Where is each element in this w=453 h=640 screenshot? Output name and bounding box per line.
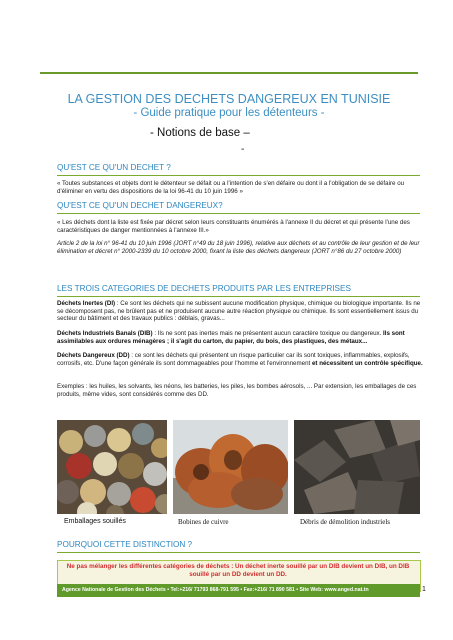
definition-dechet-dangereux: « Les déchets dont la liste est fixée par décret selon leurs constituants énumérés à l'annexe II du décret et qui présente l'une des caractéristiques de danger mentionnées à l'annexe III.» (57, 219, 410, 234)
definition-dechet: « Toutes substances et objets dont le détenteur se défait ou a l'intention de s'en défaire ou dont il a l'obligation de se défaire ou d'éliminer en vertu des dispositions de la loi 96-41 du 10 juin 1996 » (57, 180, 405, 195)
photo-caption-2: Bobines de cuivre (178, 518, 229, 526)
label-di: Déchets Inertes (DI) (57, 300, 116, 307)
paragraph-dib (57, 330, 423, 345)
section-heading-categories: LES TROIS CATEGORIES DE DECHETS PRODUITS PAR LES ENTREPRISES (57, 284, 351, 293)
document-title: LA GESTION DES DECHETS DANGEREUX EN TUNISIE (67, 92, 391, 106)
legal-reference-text: Article 2 de la loi n° 96-41 du 10 juin 1996 (JORT n°49 du 18 juin 1996), relative aux déchets et au contrôle de leur gestion et de leur élimination et décret n° 2000-2339 du 10 octobre 2000, fixant la liste des déchets dangereux (JORT n°86 du 27 octobre 2000) (57, 240, 420, 255)
document-subtitle: - Guide pratique pour les détenteurs - (133, 107, 325, 119)
section-heading-distinction: POURQUOI CETTE DISTINCTION ? (57, 540, 193, 549)
label-dd: Déchets Dangereux (DD) (57, 352, 130, 359)
section-rule (57, 213, 420, 214)
photo-emballages-souilles (57, 420, 167, 514)
dash-mark: - (241, 144, 245, 155)
page-number: 1 (422, 586, 426, 593)
section-rule (57, 175, 420, 176)
photo-debris-de-demolition (294, 420, 420, 514)
photo-bobines-de-cuivre (173, 420, 288, 514)
section-rule (57, 296, 420, 297)
text-dib-bold: Ils sont assimilables aux ordures ménagères ; il s'agit du carton, du papier, du bois, des plastiques, des métaux... (57, 330, 405, 345)
text-dd: : ce sont les déchets qui présentent un risque particulier car ils sont toxiques, inflammables, explosifs, corrosifs, etc. D'une façon générale ils sont dommageables pour l'homme et l'environnement (57, 352, 410, 367)
label-dib: Déchets Industriels Banals (DIB) (57, 330, 153, 337)
photo-caption-3: Débris de démolition industriels (300, 518, 391, 526)
notions-heading: - Notions de base – (150, 127, 250, 139)
warning-note-text: Ne pas mélanger les différentes catégories de déchets : Un déchet inerte souillé par un DIB devient un DIB, un DIB souillé par un DD devient un DD. (66, 563, 410, 579)
text-di: : Ce sont les déchets qui ne subissent aucune modification physique, chimique ou biologique importante. Ils ne se décomposent pas, ne brûlent pas et ne produisent aucune autre réaction physique ou chimique. Ils sont essentiellement issus du secteur du bâtiment et des travaux publics : déblais, gravas... (57, 300, 421, 323)
text-dib: : Ils ne sont pas inertes mais ne présentent aucun caractère toxique ou dangereux. (152, 330, 384, 337)
footer-contact: Agence Nationale de Gestion des Déchets • Tel:+216/ 71793 868-791 595 • Fax:+216/ 71 890 581 • Site Web: www.anged.nat.tn (62, 587, 369, 593)
legal-reference (57, 240, 423, 255)
paragraph-examples: Exemples : les huiles, les solvants, les néons, les batteries, les piles, les bombes aérosols, ... Par extension, les emballages de ces produits, même vides, sont considérés comme des DD. (57, 383, 417, 398)
text-dd-bold: et nécessitent un contrôle spécifique. (311, 359, 423, 367)
section-rule (57, 552, 420, 553)
paragraph-di (57, 300, 423, 323)
section-heading-dechet: QU'EST CE QU'UN DECHET ? (57, 163, 171, 172)
photo-caption-1: Emballages souillés (64, 518, 126, 525)
top-rule (40, 72, 418, 74)
paragraph-dd (57, 352, 423, 367)
section-heading-dechet-dangereux: QU'EST CE QU'UN DECHET DANGEREUX? (57, 201, 223, 210)
